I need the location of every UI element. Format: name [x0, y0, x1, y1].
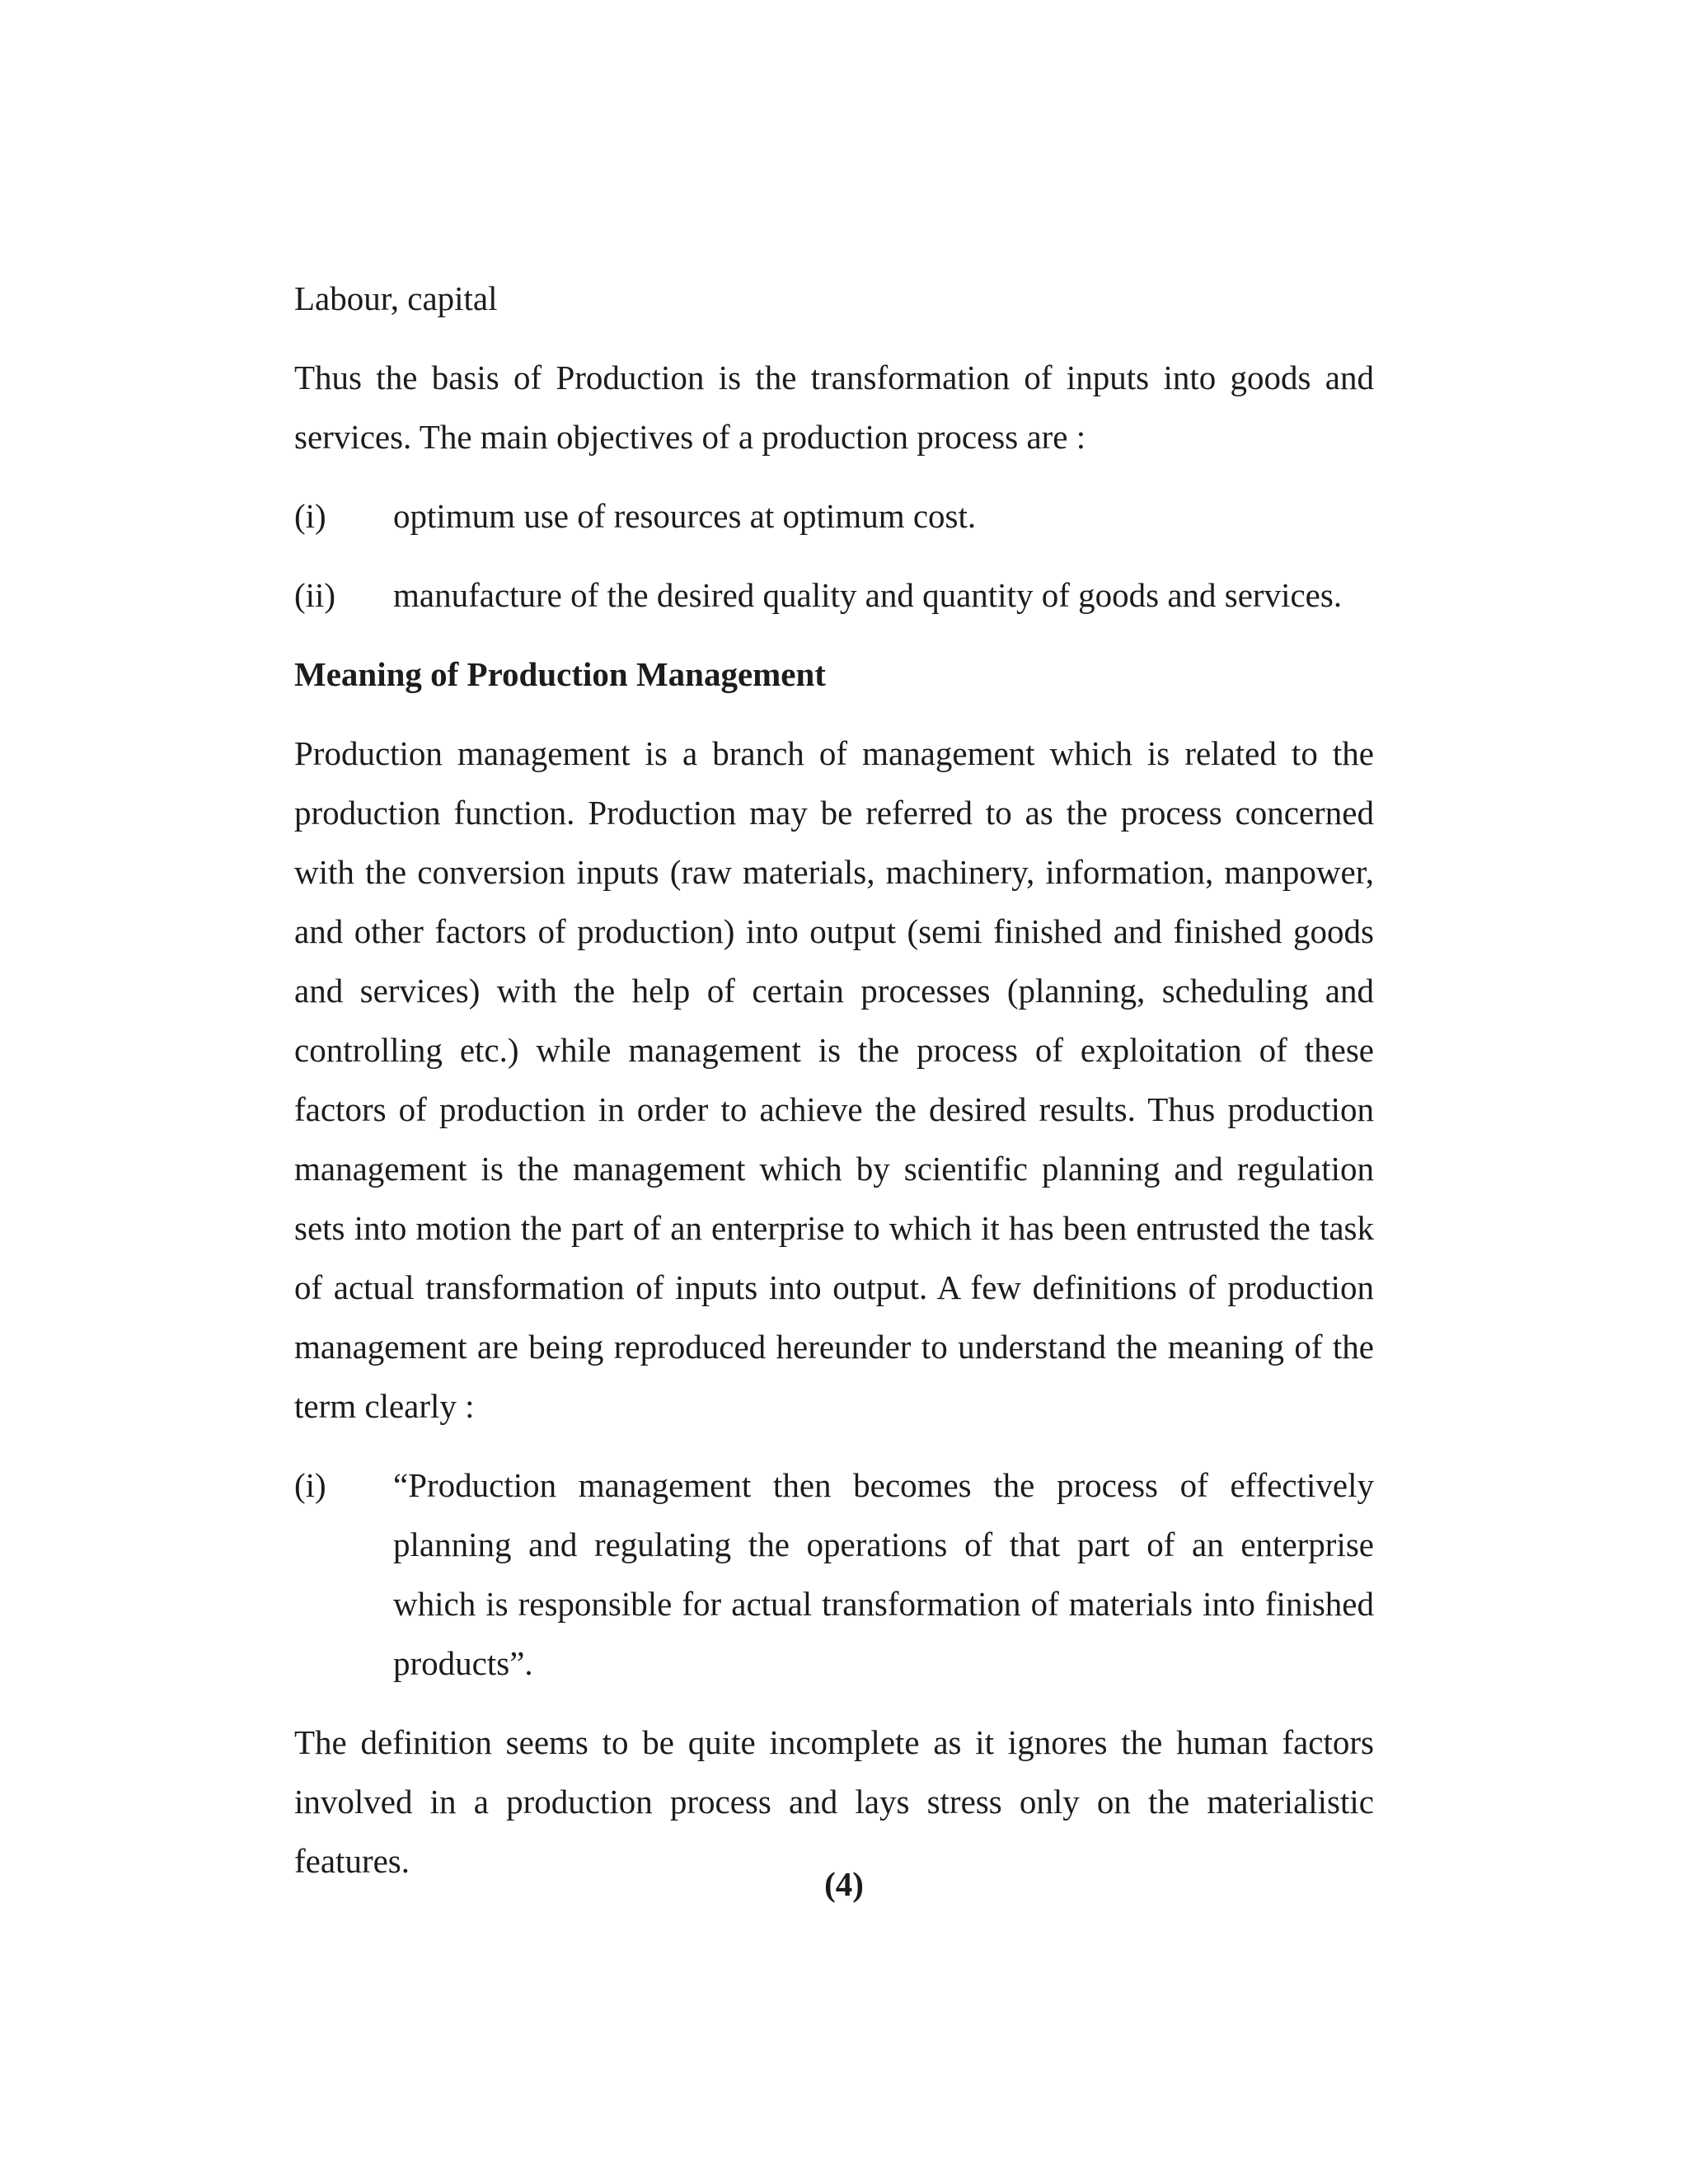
objective-marker: (ii) — [294, 576, 336, 614]
closing-paragraph: The definition seems to be quite incomplete as it ignores the human factors involved in a production process and lays stress only on the materialistic features. — [294, 1723, 1374, 1880]
page-content — [294, 269, 1374, 1910]
body-paragraph: Production management is a branch of management which is related to the production function. Production may be referred to as the process concerned with the conversion inputs (raw materials, machinery, information, manpower, and other factors of production) into output (semi finished and finished goods and services) with the help of certain processes (planning, scheduling and controlling etc.) while management is the process of exploitation of these factors of production in order to achieve the desired results. Thus production management is the management which by scientific planning and regulation sets into motion the part of an enterprise to which it has been entrusted the task of actual transformation of inputs into output. A few definitions of production management are being reproduced hereunder to understand the meaning of the term clearly : — [294, 734, 1374, 1425]
objective-text: optimum use of resources at optimum cost. — [393, 497, 977, 535]
objective-marker: (i) — [294, 497, 326, 535]
page-number: (4) — [824, 1865, 864, 1903]
objective-text: manufacture of the desired quality and quantity of goods and services. — [393, 576, 1343, 614]
definition-marker: (i) — [294, 1466, 326, 1504]
definition-item-1 — [294, 1455, 1374, 1693]
intro-paragraph: Thus the basis of Production is the transformation of inputs into goods and services. The main objectives of a production process are : — [294, 359, 1374, 456]
section-heading: Meaning of Production Management — [294, 655, 826, 693]
objective-item-1 — [294, 486, 1374, 546]
objective-item-2 — [294, 565, 1374, 625]
line-top: Labour, capital — [294, 279, 498, 317]
definition-text: “Production management then becomes the process of effectively planning and regulating the operations of that part of an enterprise which is responsible for actual transformation of materials into finished products”. — [393, 1466, 1374, 1682]
